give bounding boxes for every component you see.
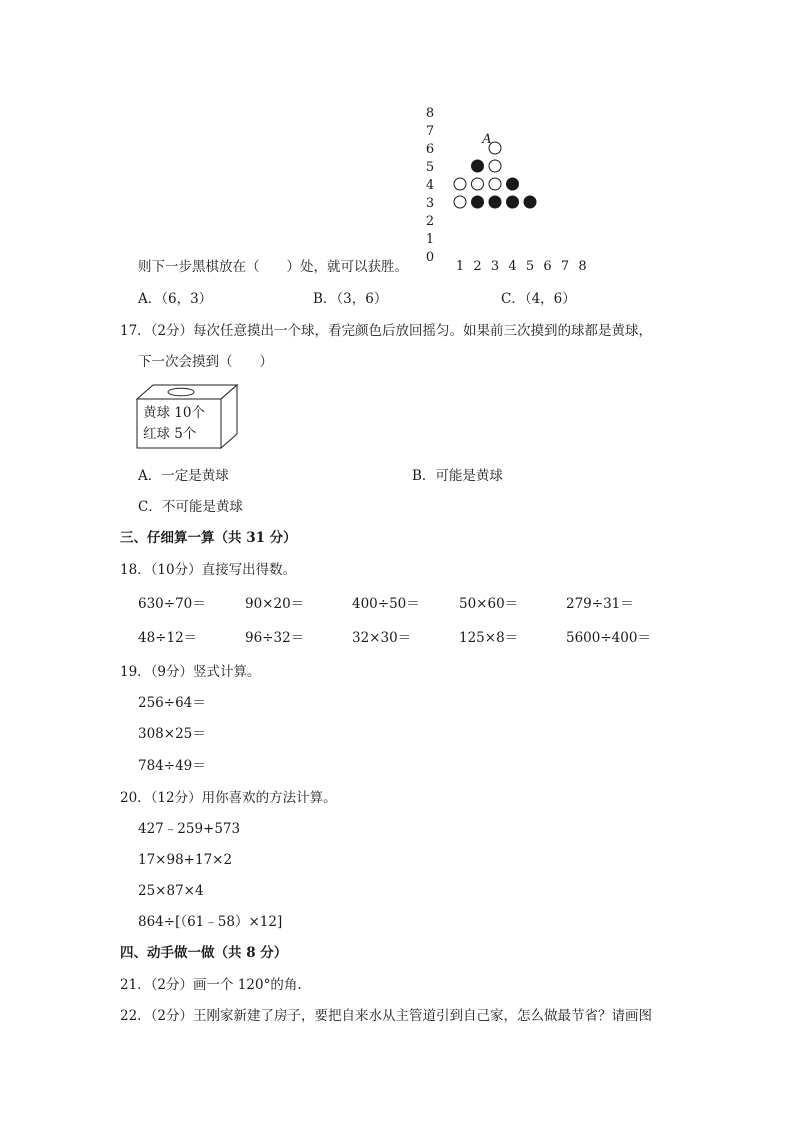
box-label-red: 红球 5个 [143, 426, 197, 442]
q19-item: 784÷49＝ [138, 758, 206, 774]
x-axis-label: 4 [508, 259, 517, 274]
q18-item: 630÷70＝ [138, 596, 206, 612]
q18-item: 5600÷400＝ [566, 630, 651, 646]
q20-item: 25×87×4 [138, 883, 204, 899]
q17-stem-line1: 17．（2分）每次任意摸出一个球，看完颜色后放回摇匀。如果前三次摸到的球都是黄球， [120, 323, 653, 339]
q18-title: 18．（10分）直接写出得数。 [120, 562, 297, 578]
q18-item: 96÷32＝ [245, 630, 305, 646]
y-axis-label: 2 [425, 214, 435, 229]
q18-item: 90×20＝ [245, 596, 305, 612]
black-stone [472, 196, 484, 208]
black-stone [489, 196, 501, 208]
x-axis-label: 8 [578, 259, 587, 274]
q17-option-c[interactable]: C．不可能是黄球 [138, 499, 243, 515]
point-a-label: A [482, 132, 492, 147]
q16-option-c[interactable]: C．（4，6） [501, 291, 576, 307]
q19-item: 308×25＝ [138, 726, 206, 742]
q19-item: 256÷64＝ [138, 695, 206, 711]
y-axis-label: 4 [425, 178, 435, 193]
x-axis-label: 5 [525, 259, 535, 274]
box-opening [168, 388, 194, 396]
q20-item: 17×98+17×2 [138, 852, 233, 868]
q18-item: 50×60＝ [459, 596, 519, 612]
x-axis-label: 1 [455, 259, 465, 274]
y-axis-label: 8 [425, 106, 435, 121]
coordinate-grid [420, 100, 600, 275]
q20-item: 864÷[（61﹣58）×12] [138, 914, 283, 930]
q16-figure [420, 100, 600, 275]
q17-option-b[interactable]: B．可能是黄球 [412, 468, 503, 484]
white-stone [472, 178, 484, 190]
box-label-yellow: 黄球 10个 [143, 405, 205, 421]
q22-text: 22．（2分）王刚家新建了房子，要把自来水从主管道引到自己家，怎么做最节省？请画图 [120, 1008, 653, 1024]
section3-title: 三、仔细算一算（共 31 分） [120, 530, 297, 546]
q19-title: 19．（9分）竖式计算。 [120, 664, 261, 680]
white-stone [489, 160, 501, 172]
x-axis-label: 2 [473, 259, 482, 274]
q20-title: 20．（12分）用你喜欢的方法计算。 [120, 790, 337, 806]
black-stone [507, 196, 519, 208]
q16-option-a[interactable]: A．（6，3） [138, 291, 213, 307]
x-axis-label: 3 [490, 259, 500, 274]
q16-question: 则下一步黑棋放在（ ）处，就可以获胜。 [138, 259, 408, 275]
q18-item: 48÷12＝ [138, 630, 198, 646]
white-stone [454, 196, 466, 208]
q17-stem-line2: 下一次会摸到（ ） [138, 354, 273, 370]
black-stone [507, 178, 519, 190]
y-axis-label: 6 [425, 142, 435, 157]
black-stone [524, 196, 536, 208]
q21-text: 21．（2分）画一个 120°的角. [120, 977, 302, 993]
white-stone [454, 178, 466, 190]
q17-option-a[interactable]: A．一定是黄球 [138, 468, 229, 484]
x-axis-label: 6 [543, 259, 552, 274]
q18-item: 279÷31＝ [566, 596, 634, 612]
q18-item: 32×30＝ [352, 630, 412, 646]
q18-item: 400÷50＝ [352, 596, 420, 612]
q16-option-b[interactable]: B．（3，6） [313, 291, 388, 307]
q20-item: 427﹣259+573 [138, 821, 241, 837]
y-axis-label: 3 [425, 196, 435, 211]
x-axis-label: 7 [560, 259, 570, 274]
y-axis-label: 1 [425, 232, 435, 247]
section4-title: 四、动手做一做（共 8 分） [120, 945, 288, 961]
black-stone [472, 160, 484, 172]
y-axis-label: 5 [425, 160, 435, 175]
y-axis-label: 0 [425, 250, 435, 265]
y-axis-label: 7 [425, 124, 435, 139]
q18-item: 125×8＝ [459, 630, 519, 646]
white-stone [489, 178, 501, 190]
